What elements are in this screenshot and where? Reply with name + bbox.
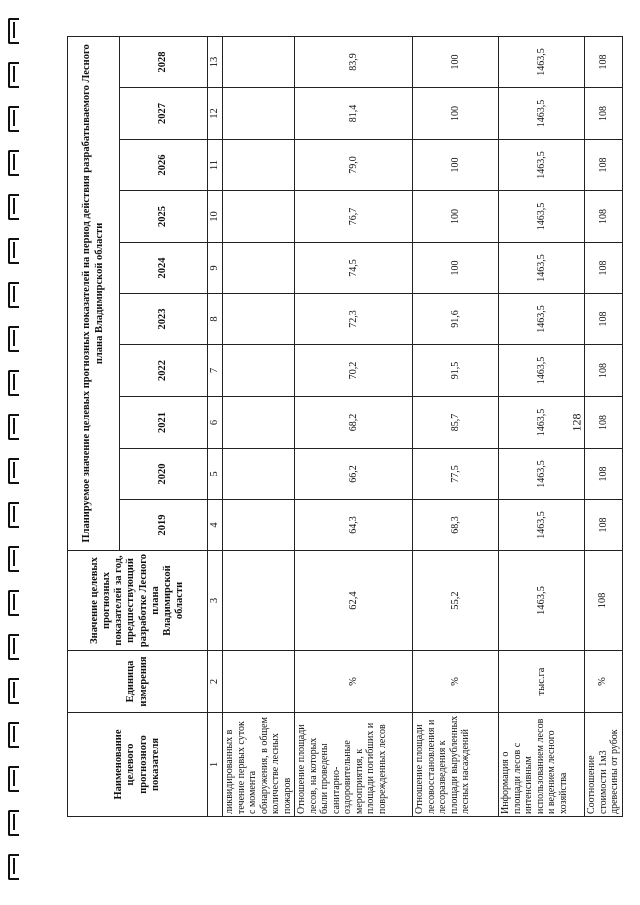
header-planned-group: Планируемое значение целевых прогнозных показателей на период действия разрабатываемого Лесного плана Владимирской области: [68, 36, 120, 550]
value-cell: 1463,5: [499, 294, 585, 345]
value-cell: 81,4: [295, 88, 413, 140]
table-row: [295, 36, 413, 816]
value-cell: 91,6: [413, 294, 499, 345]
year-header: 2021: [120, 397, 208, 449]
value-cell: 108: [585, 345, 623, 397]
value-cell: 64,3: [295, 500, 413, 551]
unit-cell: %: [585, 651, 623, 713]
indicator-name: Соотношение стоимости 1м3 древесины от рубок: [585, 713, 623, 817]
value-cell: 85,7: [413, 397, 499, 449]
column-number: 6: [208, 397, 223, 449]
year-header: 2019: [120, 500, 208, 551]
base-value-cell: 62,4: [295, 551, 413, 651]
year-header: 2022: [120, 345, 208, 397]
value-cell: 108: [585, 397, 623, 449]
value-cell: 108: [585, 243, 623, 294]
year-header: 2025: [120, 191, 208, 243]
column-number: 4: [208, 500, 223, 551]
base-value-cell: 55,2: [413, 551, 499, 651]
value-cell: 1463,5: [499, 88, 585, 140]
value-cell: 108: [585, 88, 623, 140]
column-number: 7: [208, 345, 223, 397]
value-cell: 108: [585, 140, 623, 191]
value-cell: 91,5: [413, 345, 499, 397]
column-number-row: [208, 36, 223, 816]
unit-cell: тыс.га: [499, 651, 585, 713]
value-cell: 108: [585, 294, 623, 345]
year-header: 2026: [120, 140, 208, 191]
header-indicator-name: Наименование целевого прогнозного показателя: [68, 713, 208, 817]
value-cell: 1463,5: [499, 243, 585, 294]
year-header: 2028: [120, 36, 208, 87]
table-row: [585, 36, 623, 816]
value-cell: 68,3: [413, 500, 499, 551]
value-cell: 83,9: [295, 36, 413, 87]
value-cell: 100: [413, 243, 499, 294]
value-cell: 108: [585, 449, 623, 500]
column-number: 2: [208, 651, 223, 713]
value-cell: 1463,5: [499, 191, 585, 243]
value-cell: 100: [413, 88, 499, 140]
value-cell: 77,5: [413, 449, 499, 500]
column-number: 12: [208, 88, 223, 140]
value-cell: 76,7: [295, 191, 413, 243]
column-number: 13: [208, 36, 223, 87]
value-cell: 108: [585, 36, 623, 87]
header-unit: Единица измерения: [68, 651, 208, 713]
base-value-cell: 1463,5: [499, 551, 585, 651]
indicator-name: Отношение площади лесов, на которых были проведены санитарно-оздоровительные мероприятия, к площади погибших и поврежденных лесов: [295, 713, 413, 817]
indicator-name: Отношение площади лесовосстановления и лесоразведения к площади вырубленных лесных насаждений: [413, 713, 499, 817]
value-cell: 108: [585, 191, 623, 243]
indicator-name: Информация о площади лесов с интенсивным использованием лесов и ведением лесного хозяйства: [499, 713, 585, 817]
value-cell: 74,5: [295, 243, 413, 294]
value-cell: 108: [585, 500, 623, 551]
table-row: [413, 36, 499, 816]
value-cell: 68,2: [295, 397, 413, 449]
value-cell: 72,3: [295, 294, 413, 345]
value-cell: 1463,5: [499, 500, 585, 551]
column-number: 5: [208, 449, 223, 500]
base-value-cell: 108: [585, 551, 623, 651]
table-row: [223, 36, 295, 816]
value-cell: 1463,5: [499, 345, 585, 397]
header-base-value: Значение целевых прогнозных показателей за год, предшествующий разработке Лесного плана Владимирской области: [68, 551, 208, 651]
binder-holes: [4, 0, 26, 905]
value-cell: 1463,5: [499, 140, 585, 191]
page-number: 128: [569, 413, 584, 432]
year-header: 2027: [120, 88, 208, 140]
unit-cell: %: [413, 651, 499, 713]
indicator-name: ликвидированных в течение первых суток с момента обнаружения, в общем количестве лесных пожаров: [223, 713, 295, 817]
value-cell: 1463,5: [499, 397, 585, 449]
value-cell: 100: [413, 36, 499, 87]
value-cell: 79,0: [295, 140, 413, 191]
year-header: 2023: [120, 294, 208, 345]
column-number: 3: [208, 551, 223, 651]
column-number: 11: [208, 140, 223, 191]
value-cell: 100: [413, 191, 499, 243]
value-cell: 70,2: [295, 345, 413, 397]
year-header: 2024: [120, 243, 208, 294]
column-number: 8: [208, 294, 223, 345]
column-number: 1: [208, 713, 223, 817]
indicators-table: [67, 36, 623, 817]
base-value-cell: [223, 551, 295, 651]
column-number: 10: [208, 191, 223, 243]
value-cell: 1463,5: [499, 449, 585, 500]
value-cell: 100: [413, 140, 499, 191]
unit-cell: [223, 651, 295, 713]
value-cell: 66,2: [295, 449, 413, 500]
value-cell: 1463,5: [499, 36, 585, 87]
year-header: 2020: [120, 449, 208, 500]
document-page: [67, 37, 621, 817]
column-number: 9: [208, 243, 223, 294]
unit-cell: %: [295, 651, 413, 713]
